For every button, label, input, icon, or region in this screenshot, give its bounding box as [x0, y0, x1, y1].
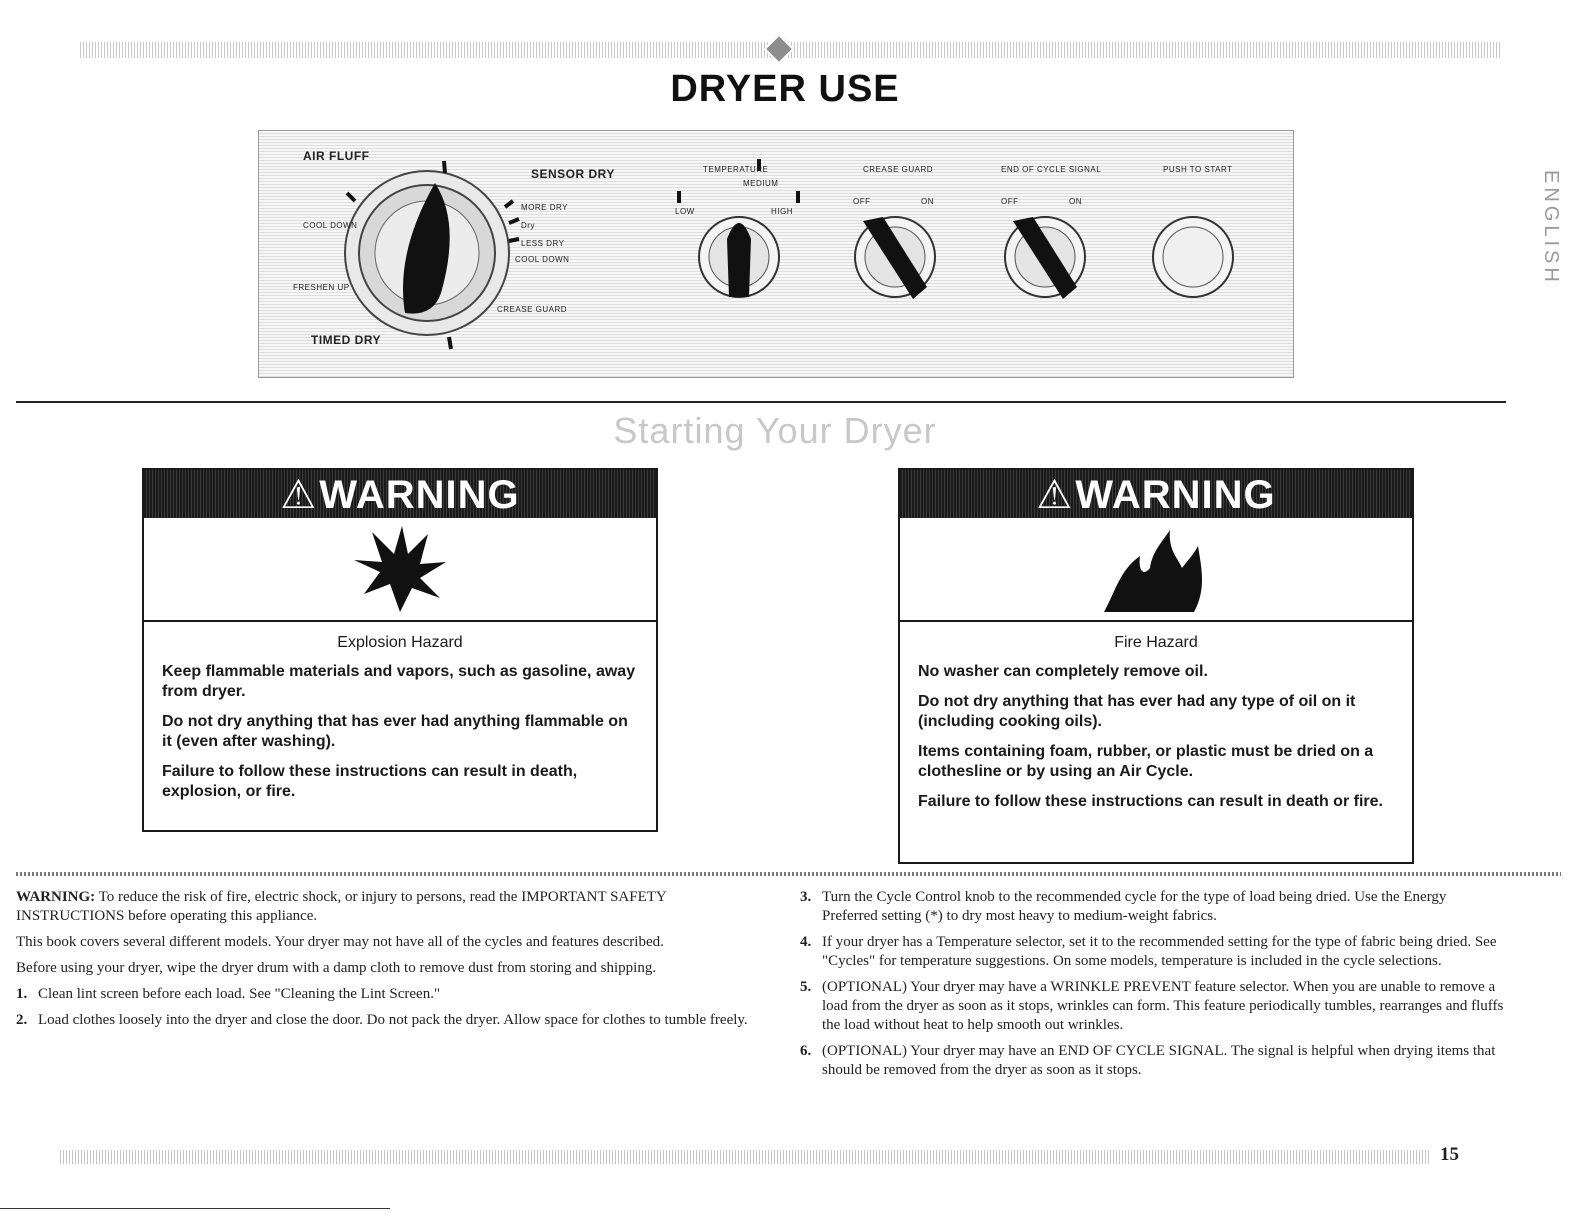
step-number: 1.	[16, 986, 28, 1002]
fire-warning-box	[898, 468, 1414, 864]
end-of-cycle-off-label: OFF	[1001, 197, 1019, 206]
side-language-label: ENGLISH	[1540, 170, 1562, 286]
warning-line: Failure to follow these instructions can result in death, explosion, or fire.	[162, 763, 578, 800]
fire-icon	[1098, 524, 1208, 616]
left-text-column	[16, 888, 761, 1037]
temperature-label: TEMPERATURE	[703, 165, 769, 174]
warning-icon-area	[144, 518, 656, 622]
timed-dry-label: TIMED DRY	[311, 333, 382, 347]
bottom-rule	[0, 1208, 390, 1209]
cool-down-right-label: COOL DOWN	[515, 255, 570, 264]
warning-triangle-icon: ⚠	[1036, 473, 1074, 517]
crease-guard-off-label: OFF	[853, 197, 871, 206]
warning-header	[900, 470, 1412, 518]
hazard-title: Explosion Hazard	[337, 634, 463, 651]
step-item	[800, 933, 1505, 971]
air-fluff-label: AIR FLUFF	[303, 149, 370, 163]
step-number: 4.	[800, 934, 812, 950]
temp-medium-label: MEDIUM	[743, 179, 779, 188]
crease-guard-dial-label: CREASE GUARD	[497, 305, 568, 314]
warning-line: Keep flammable materials and vapors, such as gasoline, away from dryer.	[162, 663, 636, 700]
warning-line: Items containing foam, rubber, or plastic must be dried on a clothesline or by using an Air Cycle.	[918, 743, 1374, 780]
preparation-paragraph: Before using your dryer, wipe the dryer drum with a damp cloth to remove dust from storing and shipping.	[16, 960, 657, 976]
crease-guard-on-label: ON	[921, 197, 934, 206]
warning-line: Failure to follow these instructions can result in death or fire.	[918, 793, 1383, 810]
step-text: If your dryer has a Temperature selector, set it to the recommended setting for the type of fabric being dried. See "Cycles" for temperature suggestions. On some models, temperature is included in the cycle selections.	[822, 934, 1497, 969]
warning-line: Do not dry anything that has ever had anything flammable on it (even after washing).	[162, 713, 628, 750]
warning-line: No washer can completely remove oil.	[918, 663, 1208, 680]
crease-guard-label: CREASE GUARD	[863, 165, 934, 174]
step-number: 3.	[800, 889, 812, 905]
explosion-warning-box	[142, 468, 658, 832]
step-number: 6.	[800, 1043, 812, 1059]
section-title: Starting Your Dryer	[613, 410, 937, 451]
step-number: 5.	[800, 979, 812, 995]
explosion-icon	[350, 524, 450, 616]
right-text-column	[800, 888, 1505, 1087]
warning-heading: WARNING	[319, 473, 520, 517]
step-text: Load clothes loosely into the dryer and close the door. Do not pack the dryer. Allow space for clothes to tumble freely.	[38, 1012, 748, 1028]
end-of-cycle-signal-label: END OF CYCLE SIGNAL	[1001, 165, 1102, 174]
warning-body	[144, 634, 656, 802]
step-number: 2.	[16, 1012, 28, 1028]
step-text: (OPTIONAL) Your dryer may have a WRINKLE PREVENT feature selector. When you are unable to remove a load from the dryer as soon as it stops, wrinkles can form. This feature periodically tumbles, rearranges and fluffs the load without heat to help smooth out wrinkles.	[822, 979, 1504, 1033]
end-of-cycle-on-label: ON	[1069, 197, 1082, 206]
page-title: DRYER USE	[670, 68, 900, 110]
cool-down-left-label: COOL DOWN	[303, 221, 358, 230]
warning-label: WARNING:	[16, 889, 96, 905]
warning-header	[144, 470, 656, 518]
safety-warning-paragraph	[16, 888, 761, 926]
temperature-knob	[699, 217, 779, 297]
cycle-dial	[345, 171, 509, 335]
warning-body	[900, 634, 1412, 812]
diamond-ornament-icon	[763, 33, 794, 64]
bottom-decorative-band	[60, 1150, 1430, 1164]
step-item	[800, 1042, 1505, 1080]
warning-line: Do not dry anything that has ever had any type of oil on it (including cooking oils).	[918, 693, 1356, 730]
section-rule	[16, 401, 1506, 403]
push-to-start-button	[1153, 217, 1233, 297]
dry-label: Dry	[521, 221, 535, 230]
step-text: Turn the Cycle Control knob to the recommended cycle for the type of load being dried. Use the Energy Preferred setting (*) to dry most heavy to medium-weight fabrics.	[822, 889, 1447, 924]
step-item	[16, 985, 761, 1004]
step-item	[800, 978, 1505, 1035]
less-dry-label: LESS DRY	[521, 239, 565, 248]
warning-text: To reduce the risk of fire, electric shock, or injury to persons, read the IMPORTANT SAFETY INSTRUCTIONS before operating this appliance.	[16, 889, 667, 924]
more-dry-label: MORE DRY	[521, 203, 568, 212]
models-paragraph: This book covers several different models. Your dryer may not have all of the cycles and features described.	[16, 934, 664, 950]
push-to-start-label: PUSH TO START	[1163, 165, 1233, 174]
warning-heading: WARNING	[1075, 473, 1276, 517]
temp-low-label: LOW	[675, 207, 695, 216]
step-text: (OPTIONAL) Your dryer may have an END OF CYCLE SIGNAL. The signal is helpful when drying items that should be removed from the dryer as soon as it stops.	[822, 1043, 1496, 1078]
temp-high-label: HIGH	[771, 207, 793, 216]
control-panel-drawing	[259, 131, 1293, 377]
dotted-divider	[16, 872, 1561, 876]
step-item	[16, 1011, 761, 1030]
step-item	[800, 888, 1505, 926]
page-number: 15	[1440, 1144, 1459, 1165]
sensor-dry-label: SENSOR DRY	[531, 167, 615, 181]
warning-triangle-icon: ⚠	[280, 473, 318, 517]
crease-guard-knob	[855, 217, 935, 299]
freshen-up-label: FRESHEN UP	[293, 283, 350, 292]
dryer-control-panel-illustration	[258, 130, 1294, 378]
warning-icon-area	[900, 518, 1412, 622]
step-text: Clean lint screen before each load. See "Cleaning the Lint Screen."	[38, 986, 441, 1002]
hazard-title: Fire Hazard	[1114, 634, 1198, 651]
end-of-cycle-knob	[1005, 217, 1085, 299]
